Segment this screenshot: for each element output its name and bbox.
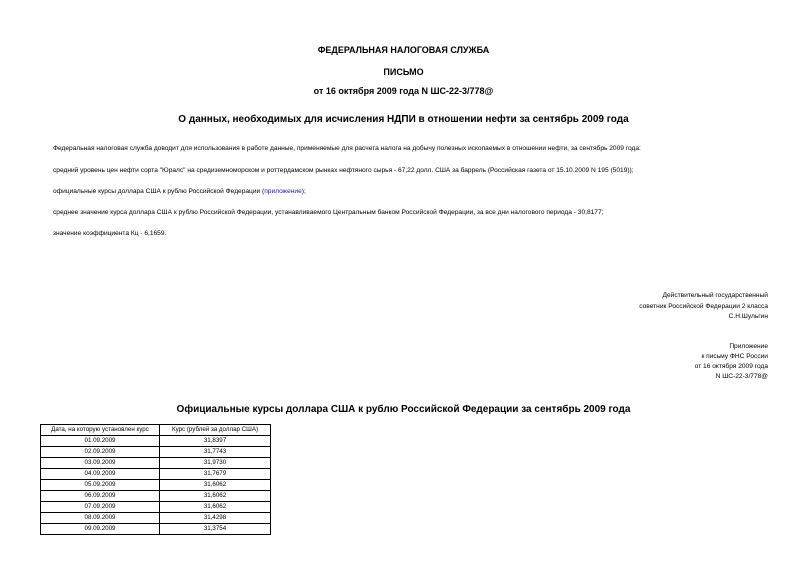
appendix-ref-line1: Приложение xyxy=(729,343,768,350)
appendix-reference-block xyxy=(695,342,768,382)
signature-title-line1: Действительный государственный xyxy=(662,292,768,299)
appendix-ref-line4: N ШС-22-3/778@ xyxy=(715,373,768,380)
rate-cell: 31,6062 xyxy=(160,502,271,513)
rate-cell: 31,8397 xyxy=(160,436,271,447)
appendix-ref-line2: к письму ФНС России xyxy=(701,353,768,360)
date-cell: 09.09.2009 xyxy=(41,524,160,535)
date-cell: 04.09.2009 xyxy=(41,469,160,480)
table-row xyxy=(41,469,271,480)
table-row xyxy=(41,502,271,513)
exchange-rates-suffix: ); xyxy=(301,188,306,195)
exchange-rates-paragraph xyxy=(53,188,306,195)
table-row xyxy=(41,480,271,491)
organization-heading: ФЕДЕРАЛЬНАЯ НАЛОГОВАЯ СЛУЖБА xyxy=(317,45,490,55)
exchange-rates-prefix: официальные курсы доллара США к рублю Российской Федерации ( xyxy=(53,188,265,195)
rate-cell: 31,9730 xyxy=(160,458,271,469)
date-cell: 05.09.2009 xyxy=(41,480,160,491)
table-body xyxy=(41,436,271,535)
rate-cell: 31,3754 xyxy=(160,524,271,535)
date-cell: 01.09.2009 xyxy=(41,436,160,447)
rate-cell: 31,6062 xyxy=(160,491,271,502)
table-row xyxy=(41,436,271,447)
date-cell: 06.09.2009 xyxy=(41,491,160,502)
table-row xyxy=(41,447,271,458)
table-row xyxy=(41,491,271,502)
appendix-link[interactable]: приложение xyxy=(264,188,302,195)
appendix-title: Официальные курсы доллара США к рублю Российской Федерации за сентябрь 2009 года xyxy=(176,404,631,415)
column-header-date: Дата, на которую установлен курс xyxy=(41,425,160,436)
table-header-row xyxy=(41,425,271,436)
rate-cell: 31,4298 xyxy=(160,513,271,524)
average-rate-paragraph: среднее значение курса доллара США к рублю Российской Федерации, устанавливаемого Центральным банком Российской Федерации, за все дни налогового периода - 30,8177; xyxy=(53,209,604,216)
rate-cell: 31,7679 xyxy=(160,469,271,480)
date-cell: 02.09.2009 xyxy=(41,447,160,458)
coefficient-paragraph: значение коэффициента Кц - 6,1659. xyxy=(53,230,167,237)
oil-price-paragraph: средний уровень цен нефти сорта "Юралс" на средиземноморском и роттердамском рынках нефтяного сырья - 67,22 долл. США за баррель (Российская газета от 15.10.2009 N 195 (5019)); xyxy=(53,167,634,174)
date-cell: 03.09.2009 xyxy=(41,458,160,469)
document-subject: О данных, необходимых для исчисления НДПИ в отношении нефти за сентябрь 2009 года xyxy=(178,114,629,125)
table-row xyxy=(41,513,271,524)
rate-cell: 31,7743 xyxy=(160,447,271,458)
table-row xyxy=(41,458,271,469)
date-cell: 08.09.2009 xyxy=(41,513,160,524)
column-header-rate: Курс (рублей за доллар США) xyxy=(160,425,271,436)
exchange-rates-table xyxy=(40,424,271,535)
signature-block xyxy=(639,291,768,323)
signature-name: С.Н.Шульгин xyxy=(728,313,768,320)
signature-title-line2: советник Российской Федерации 2 класса xyxy=(639,302,768,310)
table-row xyxy=(41,524,271,535)
date-cell: 07.09.2009 xyxy=(41,502,160,513)
intro-paragraph: Федеральная налоговая служба доводит для использования в работе данные, применяемые для расчета налога на добычу полезных ископаемых в отношении нефти, за сентябрь 2009 года: xyxy=(53,145,641,152)
rate-cell: 31,6062 xyxy=(160,480,271,491)
document-type-heading: ПИСЬМО xyxy=(383,67,424,77)
document-date-number: от 16 октября 2009 года N ШС-22-3/778@ xyxy=(313,86,494,96)
appendix-ref-line3: от 16 октября 2009 года xyxy=(694,363,768,370)
